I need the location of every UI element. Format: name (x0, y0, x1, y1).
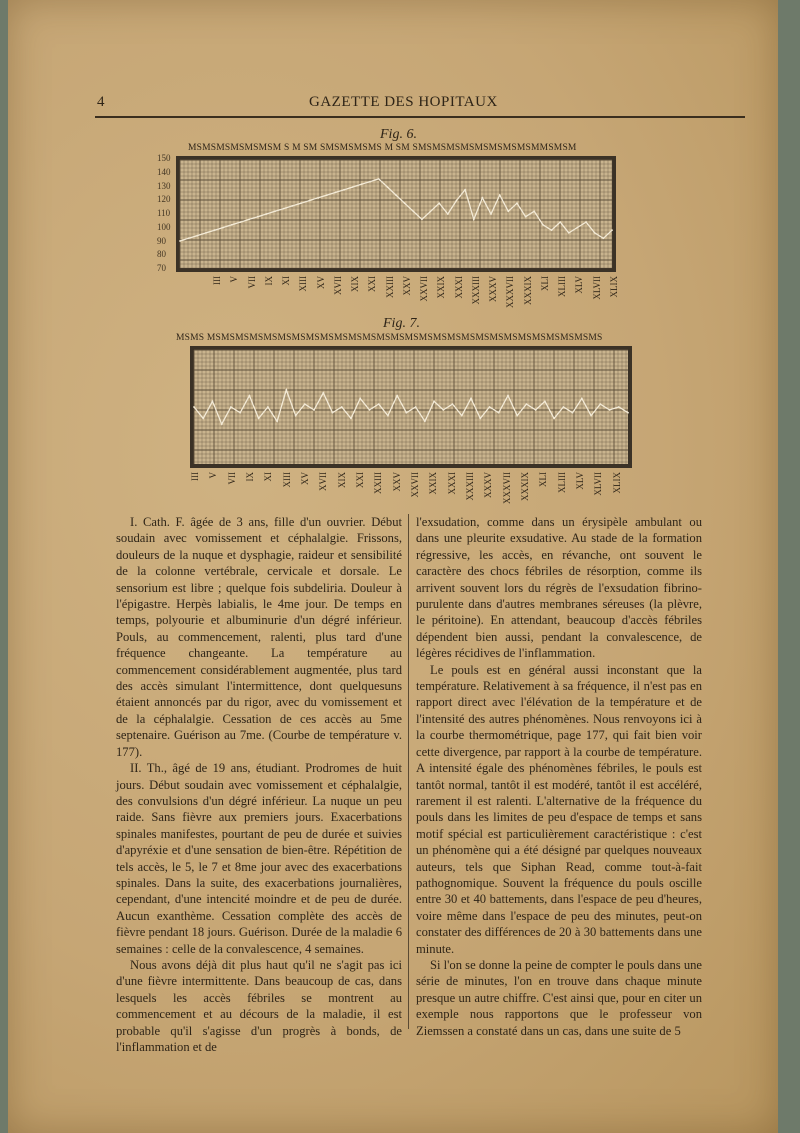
data-point (335, 192, 337, 194)
data-point (369, 181, 371, 183)
fig7-chart-svg (190, 346, 632, 468)
data-point (231, 224, 233, 226)
fig7-ms-row: MSMS MSMSMSMSMSMSMSMSMSMSMSMSMSMSMSMSMSMSMSMSMSMSMSMSMSMSMSMS (176, 333, 603, 343)
data-point (222, 227, 224, 229)
data-point (378, 178, 380, 180)
data-point (490, 213, 492, 215)
right-column (416, 514, 702, 1039)
page-number: 4 (97, 94, 105, 110)
y-tick-label: 150 (157, 153, 171, 163)
column-divider (408, 514, 409, 1029)
pulse-paragraph: Le pouls est en général aussi inconstant que la température. Relativement à sa fréquence, il n'est pas en rapport direct avec l'élévation de la température et de l'intensité des autres phénomènes. Nous renvoyons ici à la courbe thermométrique, page 177, qui fait bien voir cette divergence, par rapport à la courbe de température. A intensité égale des phénomènes fébriles, le pouls est tantôt normal, tantôt il est modéré, tantôt il est accéléré, rarement il est ralenti. L'alternative de la fréquence du pouls dans les limites de peu d'espace de temps et sans motif spécial est particulièrement caractéristique : c'est un phénomène qui a été désigné par quelques nouveaux auteurs, tels que Siphan Read, comme tout-à-fait pathognomique. Souvent la fréquence du pouls oscille entre 30 et 40 battements, dans l'espace de peu d'heures, voire même dans l'espace de peu des minutes, peut-on constater des différences de 20 à 30 battements dans une minute. (416, 662, 702, 956)
data-point (461, 415, 463, 417)
x-tick-label: XXV (401, 276, 412, 296)
exsudation-paragraph: l'exsudation, comme dans un érysipèle ambulant ou dans une pleurite exsudative. Au stade de la formation régressive, les accès, en révanche, ont souvent le caractère des chocs fébriles de résorption, comme ils arrivent souvent lors du régrès de l'exsudation fibrino-purulente dans d'autres membranes séreuses (la plèvre, le péritoine). En attendant, beaucoup d'accès fébriles dépendent bien aussi, pendant la convalescence, de légères récidives de l'inflammation. (416, 515, 702, 661)
data-point (212, 400, 214, 402)
data-point (285, 389, 287, 391)
data-point (295, 415, 297, 417)
x-tick-label: XIII (298, 276, 309, 292)
data-point (274, 210, 276, 212)
data-point (405, 412, 407, 414)
x-tick-label: V (208, 472, 219, 479)
data-point (452, 403, 454, 405)
x-tick-label: XLVII (591, 276, 602, 300)
x-tick-label: XXXIII (470, 276, 481, 305)
x-tick-label: III (212, 276, 222, 285)
data-point (387, 415, 389, 417)
y-tick-label: 80 (157, 249, 166, 260)
data-point (533, 210, 535, 212)
data-point (542, 224, 544, 226)
fig6-caption: Fig. 6. (380, 127, 417, 142)
data-point (369, 409, 371, 411)
x-tick-label: XLIX (611, 472, 622, 494)
pulse-count-paragraph: Si l'on se donne la peine de compter le pouls dans une série de minutes, l'on en trouve dans chaque minute presque un autre chiffre. C'est ainsi que, pour en citer un exemple nous rapportons que le professeur von Ziemssen a constaté dans un cas, dans une suite de 5 (416, 957, 702, 1038)
journal-title: GAZETTE DES HOPITAUX (309, 94, 498, 110)
x-tick-label: XXXI (453, 276, 464, 299)
data-point (421, 219, 423, 221)
x-tick-label: XV (315, 276, 326, 289)
data-point (433, 400, 435, 402)
data-point (291, 205, 293, 207)
data-point (577, 227, 579, 229)
left-column (116, 514, 402, 1055)
x-tick-label: IX (263, 276, 274, 286)
data-point (559, 221, 561, 223)
x-tick-label: XXXVII (505, 276, 516, 308)
data-point (214, 229, 216, 231)
data-point (276, 420, 278, 422)
y-tick-label: 120 (157, 194, 171, 205)
data-point (196, 235, 198, 237)
x-tick-label: XIX (350, 276, 360, 292)
data-point (424, 420, 426, 422)
data-point (499, 194, 501, 196)
data-point (205, 232, 207, 234)
data-point (239, 412, 241, 414)
data-point (361, 183, 363, 185)
x-tick-label: XVII (318, 472, 329, 491)
data-point (386, 186, 388, 188)
data-point (313, 409, 315, 411)
data-point (359, 398, 361, 400)
data-point (516, 415, 518, 417)
data-point (507, 395, 509, 397)
data-point (257, 216, 259, 218)
x-tick-label: VII (246, 276, 257, 289)
fig7-chart (190, 346, 632, 468)
data-point (317, 197, 319, 199)
data-point (507, 210, 509, 212)
data-point (179, 240, 181, 242)
data-point (415, 406, 417, 408)
x-tick-label: XLV (575, 472, 585, 490)
data-point (553, 418, 555, 420)
data-point (482, 197, 484, 199)
x-tick-label: XXXIX (522, 276, 533, 305)
data-point (430, 210, 432, 212)
data-point (525, 216, 527, 218)
data-point (599, 403, 601, 405)
data-point (535, 409, 537, 411)
data-point (551, 229, 553, 231)
x-tick-label: VII (226, 472, 237, 485)
data-point (473, 219, 475, 221)
data-point (412, 210, 414, 212)
data-point (456, 200, 458, 202)
x-tick-label: XXIX (436, 276, 447, 299)
data-point (309, 200, 311, 202)
data-point (304, 403, 306, 405)
x-tick-label: XXXVII (501, 472, 512, 504)
y-tick-label: 110 (157, 208, 171, 218)
data-point (464, 189, 466, 191)
data-point (322, 392, 324, 394)
data-point (602, 237, 604, 239)
data-point (188, 237, 190, 239)
data-point (618, 406, 620, 408)
data-point (442, 409, 444, 411)
data-point (258, 418, 260, 420)
x-tick-label: XV (300, 472, 310, 485)
data-point (438, 202, 440, 204)
data-point (350, 418, 352, 420)
x-tick-label: V (229, 276, 240, 283)
data-point (343, 189, 345, 191)
data-point (249, 395, 251, 397)
data-point (395, 194, 397, 196)
data-point (526, 403, 528, 405)
y-tick-label: 90 (157, 235, 166, 246)
data-point (404, 202, 406, 204)
x-tick-label: XI (263, 472, 274, 482)
data-point (544, 400, 546, 402)
data-point (341, 406, 343, 408)
x-tick-label: XIX (336, 472, 347, 488)
x-tick-label: XLV (574, 276, 585, 294)
x-tick-label: IX (245, 472, 255, 482)
data-point (266, 213, 268, 215)
data-point (498, 412, 500, 414)
x-tick-label: XXXIII (465, 472, 475, 501)
x-tick-label: XXIII (373, 472, 384, 494)
y-tick-label: 70 (157, 263, 166, 273)
data-point (221, 423, 223, 425)
data-point (594, 232, 596, 234)
data-point (378, 403, 380, 405)
data-point (581, 398, 583, 400)
x-tick-label: XLI (539, 276, 550, 291)
case-two-paragraph: II. Th., âgé de 19 ans, étudiant. Prodromes de huit jours. Début soudain avec vomissement et céphalalgie, des convulsions d'un dégré inférieur. La nuque un peu raide. Sans fièvre aux premiers jours. Exacerbations spinales manifestes, pourtant de peu de durée et suivies d'apyréxie et d'une sensation de bien-être. Répétition de tels accès, le 5, le 7 et 8me jour avec des exacerbations spinales. Dans la suite, des exacerbations journalières, cependant, d'une intencité moindre et de peu de durée. Aucun exanthème. Cessation complète des accès de fièvre pendant 18 jours. Guérison. Durée de la maladie 6 semaines : celle de la convalescence, 4 semaines. (116, 761, 402, 956)
x-tick-label: XLIX (608, 276, 619, 298)
data-point (572, 412, 574, 414)
data-point (326, 194, 328, 196)
x-tick-label: XXXV (483, 472, 494, 498)
x-tick-label: XLIII (556, 472, 567, 493)
x-tick-label: XXVII (419, 276, 429, 302)
data-point (267, 406, 269, 408)
data-point (352, 186, 354, 188)
discussion-paragraph: Nous avons déjà dit plus haut qu'il ne s'agit pas ici d'une fièvre intermittente. Dans beaucoup de cas, dans lesquels les accès fébriles se montrent au commencement et au décours de la maladie, il est probable qu'il s'agisse d'un progrès à bonds, de l'inflammation et de (116, 957, 402, 1054)
data-point (470, 398, 472, 400)
data-point (193, 406, 195, 408)
data-point (283, 208, 285, 210)
case-one-paragraph: I. Cath. F. âgée de 3 ans, fille d'un ouvrier. Début soudain avec vomissement et céphalalgie. Frissons, douleurs de la nuque et dysphagie, raideur et sensibilité de la colonne vertébrale, cervicale et dorsale. Le sensorium est libre ; quelque fois subdeliria. Douleur à l'épigastre. Herpès labialis, le 4me jour. De temps en temps, polyourie et albuminurie d'un dégré inférieur. Pouls, au commencement, ralenti, plus tard d'une fréquence changeante. La température au commencement considérablement augmentée, plus tard des accès simulant l'intermittence, dont quelquesuns étaient annoncés par du rigor, avec du vomissement et de la céphalalgie. Cessation de ces accès au 5me septenaire. Guérison au 7me. (Courbe de température v. 177). (116, 515, 402, 759)
fig6-chart-svg (176, 156, 616, 272)
x-tick-label: XVII (332, 276, 343, 295)
data-point (202, 418, 204, 420)
data-point (479, 418, 481, 420)
x-tick-label: XLI (538, 472, 549, 487)
data-point (489, 406, 491, 408)
x-tick-label: III (190, 472, 200, 481)
data-point (332, 412, 334, 414)
data-point (240, 221, 242, 223)
data-point (396, 395, 398, 397)
x-tick-label: XI (281, 276, 291, 286)
x-tick-label: XXXI (446, 472, 457, 495)
page-header (95, 94, 745, 118)
data-point (447, 213, 449, 215)
y-tick-label: 140 (157, 166, 171, 177)
data-point (516, 202, 518, 204)
x-tick-label: XIII (281, 472, 292, 488)
x-tick-label: XXXIX (520, 472, 530, 501)
x-tick-label: XXI (355, 472, 365, 488)
data-point (611, 229, 613, 231)
data-point (562, 406, 564, 408)
data-point (230, 406, 232, 408)
x-tick-label: XXIX (428, 472, 439, 495)
x-tick-label: XXV (391, 472, 402, 492)
x-tick-label: XXI (367, 276, 378, 292)
x-tick-label: XLIII (557, 276, 567, 297)
fig7-caption: Fig. 7. (383, 316, 420, 331)
data-point (609, 409, 611, 411)
fig6-ms-row: MSMSMSMSMSMSM S M SM SMSMSMSMS M SM SMSMSMSMSMSMSMSMSMMSMSM (188, 143, 577, 153)
data-point (300, 202, 302, 204)
x-tick-label: XXIII (384, 276, 395, 298)
data-point (627, 412, 629, 414)
data-point (248, 219, 250, 221)
x-tick-label: XXXV (488, 276, 498, 302)
x-tick-label: XLVII (593, 472, 604, 496)
data-point (585, 221, 587, 223)
x-tick-label: XXVII (410, 472, 420, 498)
data-point (568, 232, 570, 234)
y-tick-label: 100 (157, 221, 171, 232)
y-tick-label: 130 (157, 180, 171, 191)
data-point (590, 415, 592, 417)
fig6-chart (176, 156, 616, 272)
